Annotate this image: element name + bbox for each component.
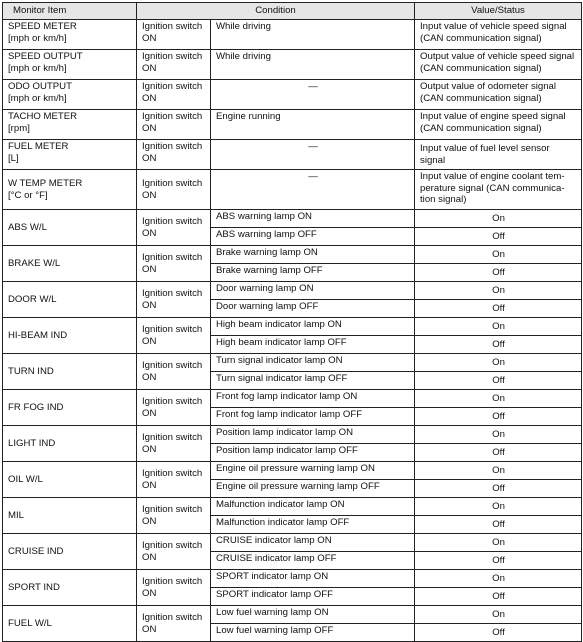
condition-on-cell: SPORT indicator lamp ON bbox=[211, 570, 415, 588]
monitor-item-cell: DOOR W/L bbox=[3, 282, 137, 318]
table-row bbox=[3, 110, 582, 140]
table-row bbox=[3, 318, 582, 336]
table-row bbox=[3, 534, 582, 552]
table-row bbox=[3, 462, 582, 480]
value-status-cell: Output value of vehicle speed signal (CAN communication signal) bbox=[415, 50, 582, 80]
condition-main-cell: Ignition switch ON bbox=[137, 390, 211, 426]
monitor-item-cell: MIL bbox=[3, 498, 137, 534]
condition-on-cell: Door warning lamp ON bbox=[211, 282, 415, 300]
condition-off-cell: Door warning lamp OFF bbox=[211, 300, 415, 318]
table-row bbox=[3, 80, 582, 110]
monitor-item-cell: TURN IND bbox=[3, 354, 137, 390]
header-value-status: Value/Status bbox=[415, 3, 582, 20]
value-status-cell: Input value of engine speed signal (CAN communication signal) bbox=[415, 110, 582, 140]
condition-main-cell: Ignition switch ON bbox=[137, 50, 211, 80]
table-body bbox=[3, 20, 582, 642]
condition-off-cell: High beam indicator lamp OFF bbox=[211, 336, 415, 354]
condition-off-cell: Brake warning lamp OFF bbox=[211, 264, 415, 282]
monitor-item-cell: CRUISE IND bbox=[3, 534, 137, 570]
value-off-cell: Off bbox=[415, 552, 582, 570]
table-row bbox=[3, 20, 582, 50]
value-on-cell: On bbox=[415, 462, 582, 480]
monitor-item-cell: OIL W/L bbox=[3, 462, 137, 498]
monitor-item-cell: ABS W/L bbox=[3, 210, 137, 246]
condition-on-cell: ABS warning lamp ON bbox=[211, 210, 415, 228]
value-off-cell: Off bbox=[415, 408, 582, 426]
monitor-item-cell: HI-BEAM IND bbox=[3, 318, 137, 354]
monitor-item-table bbox=[2, 2, 582, 642]
condition-off-cell: Malfunction indicator lamp OFF bbox=[211, 516, 415, 534]
condition-main-cell: Ignition switch ON bbox=[137, 354, 211, 390]
condition-main-cell: Ignition switch ON bbox=[137, 210, 211, 246]
value-on-cell: On bbox=[415, 354, 582, 372]
value-on-cell: On bbox=[415, 606, 582, 624]
condition-on-cell: Engine oil pressure warning lamp ON bbox=[211, 462, 415, 480]
value-on-cell: On bbox=[415, 570, 582, 588]
condition-on-cell: High beam indicator lamp ON bbox=[211, 318, 415, 336]
monitor-item-cell: SPORT IND bbox=[3, 570, 137, 606]
value-on-cell: On bbox=[415, 498, 582, 516]
condition-detail-cell: Engine running bbox=[211, 110, 415, 140]
condition-off-cell: Position lamp indicator lamp OFF bbox=[211, 444, 415, 462]
condition-off-cell: ABS warning lamp OFF bbox=[211, 228, 415, 246]
monitor-item-cell: ODO OUTPUT [mph or km/h] bbox=[3, 80, 137, 110]
value-off-cell: Off bbox=[415, 300, 582, 318]
condition-main-cell: Ignition switch ON bbox=[137, 570, 211, 606]
condition-main-cell: Ignition switch ON bbox=[137, 170, 211, 210]
condition-on-cell: Brake warning lamp ON bbox=[211, 246, 415, 264]
table-row bbox=[3, 606, 582, 624]
value-on-cell: On bbox=[415, 318, 582, 336]
condition-off-cell: Low fuel warning lamp OFF bbox=[211, 624, 415, 642]
value-off-cell: Off bbox=[415, 372, 582, 390]
condition-main-cell: Ignition switch ON bbox=[137, 20, 211, 50]
table-row bbox=[3, 140, 582, 170]
value-status-cell: Input value of engine coolant tem- perature signal (CAN communica- tion signal) bbox=[415, 170, 582, 210]
condition-detail-cell: While driving bbox=[211, 50, 415, 80]
condition-main-cell: Ignition switch ON bbox=[137, 140, 211, 170]
value-off-cell: Off bbox=[415, 444, 582, 462]
condition-main-cell: Ignition switch ON bbox=[137, 246, 211, 282]
value-on-cell: On bbox=[415, 534, 582, 552]
condition-main-cell: Ignition switch ON bbox=[137, 462, 211, 498]
table-row bbox=[3, 210, 582, 228]
monitor-item-cell: FUEL W/L bbox=[3, 606, 137, 642]
condition-off-cell: Front fog lamp indicator lamp OFF bbox=[211, 408, 415, 426]
value-status-cell: Input value of vehicle speed signal (CAN communication signal) bbox=[415, 20, 582, 50]
table-row bbox=[3, 426, 582, 444]
condition-main-cell: Ignition switch ON bbox=[137, 534, 211, 570]
condition-on-cell: Turn signal indicator lamp ON bbox=[211, 354, 415, 372]
header-monitor-item: Monitor Item bbox=[3, 3, 137, 20]
monitor-item-cell: LIGHT IND bbox=[3, 426, 137, 462]
table-row bbox=[3, 354, 582, 372]
condition-main-cell: Ignition switch ON bbox=[137, 282, 211, 318]
condition-off-cell: SPORT indicator lamp OFF bbox=[211, 588, 415, 606]
monitor-item-cell: TACHO METER [rpm] bbox=[3, 110, 137, 140]
table-row bbox=[3, 282, 582, 300]
monitor-item-cell: W TEMP METER [°C or °F] bbox=[3, 170, 137, 210]
value-on-cell: On bbox=[415, 210, 582, 228]
value-on-cell: On bbox=[415, 246, 582, 264]
monitor-item-cell: SPEED METER [mph or km/h] bbox=[3, 20, 137, 50]
value-status-cell: Input value of fuel level sensor signal bbox=[415, 140, 582, 170]
condition-on-cell: Front fog lamp indicator lamp ON bbox=[211, 390, 415, 408]
condition-main-cell: Ignition switch ON bbox=[137, 426, 211, 462]
condition-detail-cell: — bbox=[211, 80, 415, 110]
value-on-cell: On bbox=[415, 282, 582, 300]
condition-detail-cell: — bbox=[211, 140, 415, 170]
value-off-cell: Off bbox=[415, 336, 582, 354]
table-row bbox=[3, 570, 582, 588]
header-condition: Condition bbox=[137, 3, 415, 20]
condition-off-cell: Turn signal indicator lamp OFF bbox=[211, 372, 415, 390]
monitor-item-cell: FR FOG IND bbox=[3, 390, 137, 426]
condition-on-cell: Low fuel warning lamp ON bbox=[211, 606, 415, 624]
condition-main-cell: Ignition switch ON bbox=[137, 80, 211, 110]
value-off-cell: Off bbox=[415, 228, 582, 246]
condition-on-cell: Position lamp indicator lamp ON bbox=[211, 426, 415, 444]
condition-on-cell: Malfunction indicator lamp ON bbox=[211, 498, 415, 516]
monitor-item-cell: FUEL METER [L] bbox=[3, 140, 137, 170]
monitor-item-cell: BRAKE W/L bbox=[3, 246, 137, 282]
value-off-cell: Off bbox=[415, 264, 582, 282]
value-off-cell: Off bbox=[415, 588, 582, 606]
value-off-cell: Off bbox=[415, 480, 582, 498]
condition-detail-cell: While driving bbox=[211, 20, 415, 50]
condition-main-cell: Ignition switch ON bbox=[137, 110, 211, 140]
table-row bbox=[3, 50, 582, 80]
table-row bbox=[3, 246, 582, 264]
table-header-row bbox=[3, 3, 582, 20]
monitor-item-cell: SPEED OUTPUT [mph or km/h] bbox=[3, 50, 137, 80]
condition-off-cell: CRUISE indicator lamp OFF bbox=[211, 552, 415, 570]
table-row bbox=[3, 170, 582, 210]
table-row bbox=[3, 390, 582, 408]
condition-off-cell: Engine oil pressure warning lamp OFF bbox=[211, 480, 415, 498]
value-off-cell: Off bbox=[415, 516, 582, 534]
condition-on-cell: CRUISE indicator lamp ON bbox=[211, 534, 415, 552]
value-status-cell: Output value of odometer signal (CAN communication signal) bbox=[415, 80, 582, 110]
value-on-cell: On bbox=[415, 426, 582, 444]
condition-main-cell: Ignition switch ON bbox=[137, 318, 211, 354]
table-row bbox=[3, 498, 582, 516]
condition-main-cell: Ignition switch ON bbox=[137, 498, 211, 534]
value-on-cell: On bbox=[415, 390, 582, 408]
condition-main-cell: Ignition switch ON bbox=[137, 606, 211, 642]
value-off-cell: Off bbox=[415, 624, 582, 642]
condition-detail-cell: — bbox=[211, 170, 415, 210]
